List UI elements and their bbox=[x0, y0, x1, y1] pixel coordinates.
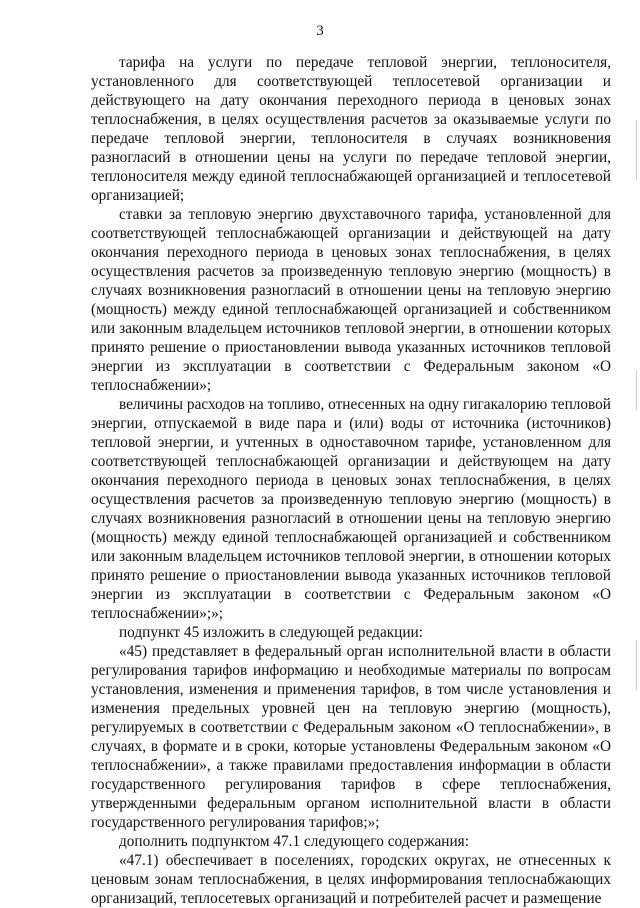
document-body bbox=[91, 53, 611, 908]
scan-edge-mark bbox=[636, 640, 637, 690]
paragraph-subclause-45: «45) представляет в федеральный орган исполнительной власти в области регулирования тарифов информацию и необходимые материалы по вопросам установления, изменения и применения тарифов, в том числе установления и изменения предельных уровней цен на тепловую энергию (мощность), регулируемых в соответствии с Федеральным законом «О теплоснабжении», в случаях, в формате и в сроки, которые установлены Федеральным законом «О теплоснабжении», а также правилами предоставления информации в области государственного регулирования тарифов в сфере теплоснабжения, утвержденными федеральным органом исполнительной власти в области государственного регулирования тарифов;»; bbox=[91, 643, 611, 831]
page-number: 3 bbox=[316, 23, 324, 39]
paragraph-fuel-expenses: величины расходов на топливо, отнесенных на одну гигакалорию тепловой энергии, отпускаемой в виде пара и (или) воды от источника (источников) тепловой энергии, и учтенных в одноставочном тарифе, установленном для соответствующей теплоснабжающей организации и действующем на дату окончания переходного периода в ценовых зонах теплоснабжения, в целях осуществления расчетов за произведенную тепловую энергию (мощность) в случаях возникновения разногласий в отношении цены на тепловую энергию (мощность) между единой теплоснабжающей организацией и собственником или законным владельцем источников тепловой энергии, в отношении которых принято решение о приостановлении вывода указанных источников тепловой энергии из эксплуатации в соответствии с Федеральным законом «О теплоснабжении»;»; bbox=[91, 396, 611, 622]
paragraph-subclause-47-1: «47.1) обеспечивает в поселениях, городских округах, не отнесенных к ценовым зонам теплоснабжения, в целях информирования теплоснабжающих организаций, теплосетевых организаций и потребителей расчет и размещение bbox=[91, 852, 611, 907]
scan-edge-mark bbox=[636, 120, 637, 180]
paragraph-subclause-47-1-intro: дополнить подпунктом 47.1 следующего содержания: bbox=[119, 833, 469, 850]
paragraph-two-part-tariff-rate: ставки за тепловую энергию двухставочного тарифа, установленной для соответствующей теплоснабжающей организации и действующей на дату окончания переходного периода в ценовых зонах теплоснабжения, в целях осуществления расчетов за произведенную тепловую энергию (мощность) в случаях возникновения разногласий в отношении цены на тепловую энергию (мощность) между единой теплоснабжающей организацией и собственником или законным владельцем источников тепловой энергии, в отношении которых принято решение о приостановлении вывода указанных источников тепловой энергии из эксплуатации в соответствии с Федеральным законом «О теплоснабжении»; bbox=[91, 206, 611, 394]
paragraph-tariff-transfer: тарифа на услуги по передаче тепловой энергии, теплоносителя, установленного для соответствующей теплосетевой организации и действующего на дату окончания переходного периода в ценовых зонах теплоснабжения, в целях осуществления расчетов за оказываемые услуги по передаче тепловой энергии, теплоносителя в случаях возникновения разногласий в отношении цены на услуги по передаче тепловой энергии, теплоносителя между единой теплоснабжающей организацией и теплосетевой организацией; bbox=[91, 54, 611, 204]
scan-edge-mark bbox=[636, 370, 637, 410]
paragraph-subclause-45-intro: подпункт 45 изложить в следующей редакции: bbox=[119, 624, 423, 641]
